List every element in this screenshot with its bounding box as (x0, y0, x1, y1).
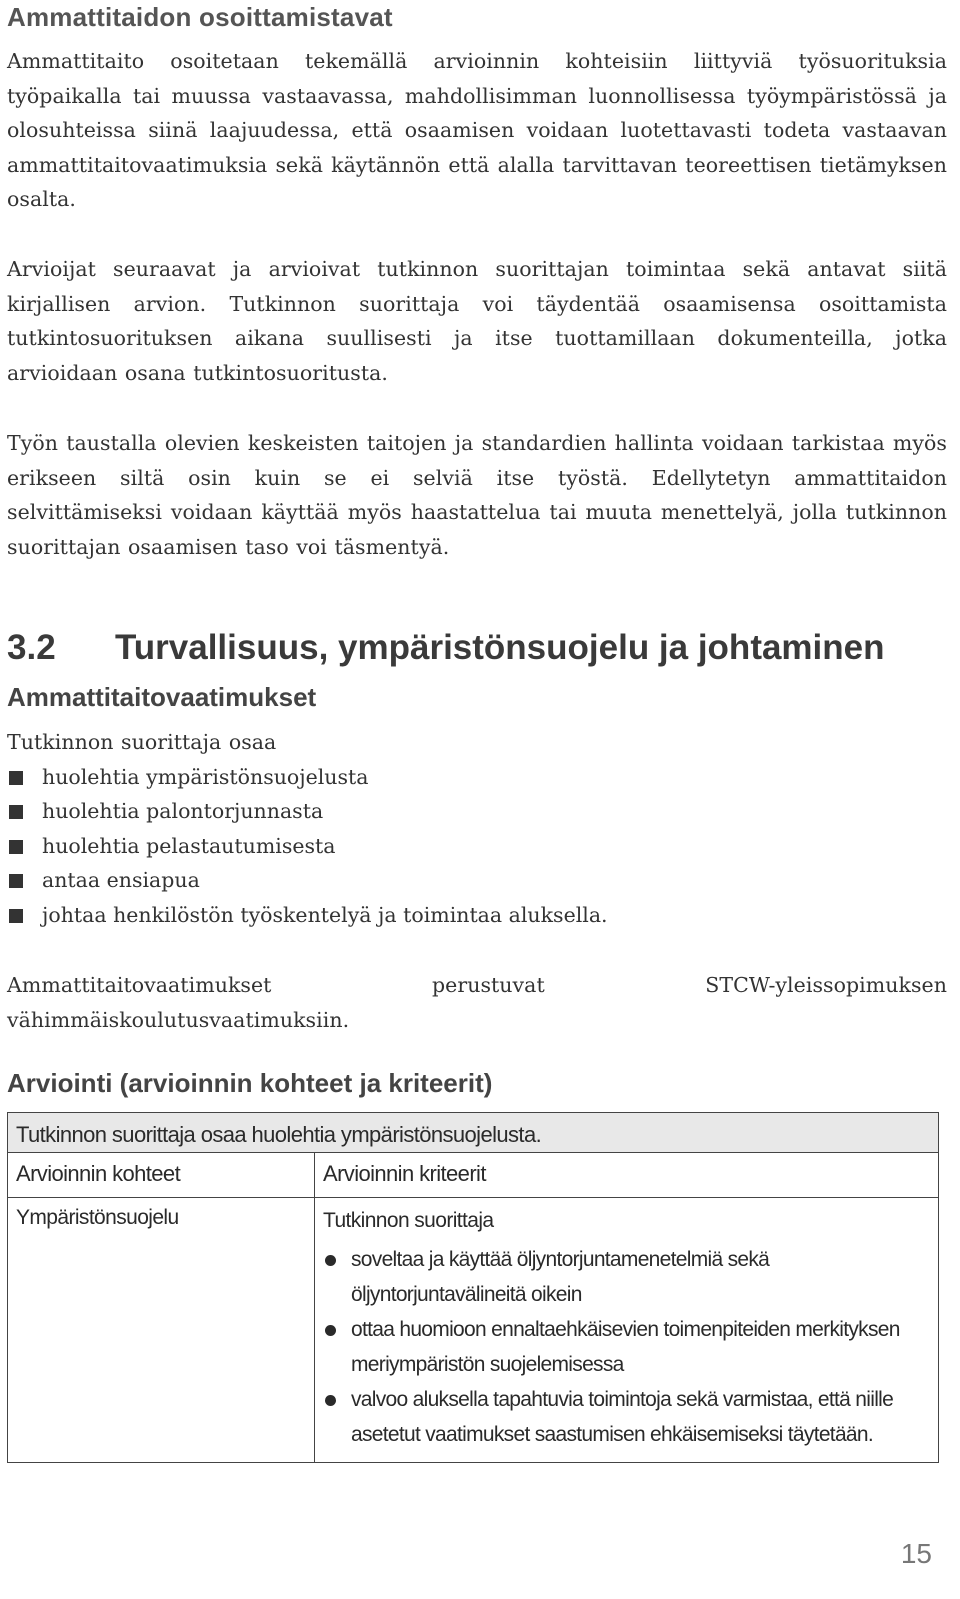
criteria-intro: Tutkinnon suorittaja (323, 1209, 494, 1232)
paragraph-2: Arvioijat seuraavat ja arvioivat tutkinnon suorittajan toimintaa sekä antavat siitä kirjallisen arvion. Tutkinnon suorittaja voi täydentää osaamisensa osoittamista tutkintosuorituksen aikana suullisesti ja itse tuottamillaan dokumenteilla, jotka arvioidaan osana tutkintosuoritusta. (7, 257, 947, 385)
list-item: huolehtia ympäristönsuojelusta (7, 760, 947, 795)
paragraph-1: Ammattitaito osoitetaan tekemällä arvioinnin kohteisiin liittyviä työsuorituksia työpaikalla tai muussa vastaavassa, mahdollisimman luonnollisessa työympäristössä ja olosuhteissa siinä laajuudessa, että osaamisen voidaan luotettavasti todeta vastaavan ammattitaitovaatimuksia sekä käytännön että alalla tarvittavan teoreettisen tietämyksen osalta. (7, 49, 947, 212)
requirements-block (7, 725, 947, 933)
table-cell-criteria (315, 1198, 939, 1463)
list-item: antaa ensiapua (7, 863, 947, 898)
column-header-targets: Arvioinnin kohteet (8, 1153, 315, 1198)
assessment-table (7, 1112, 939, 1463)
criteria-list (323, 1242, 930, 1452)
column-header-criteria: Arvioinnin kriteerit (315, 1153, 939, 1198)
chapter-number: 3.2 (7, 628, 56, 667)
assessment-heading: Arviointi (arvioinnin kohteet ja kriteerit) (7, 1068, 493, 1098)
square-bullet-icon (9, 840, 23, 854)
square-bullet-icon (9, 874, 23, 888)
chapter-heading (7, 628, 885, 668)
section-heading-demonstration-methods: Ammattitaidon osoittamistavat (7, 2, 393, 32)
round-bullet-icon (325, 1325, 336, 1336)
table-cell-target: Ympäristönsuojelu (8, 1198, 315, 1463)
round-bullet-icon (325, 1255, 336, 1266)
list-item: ottaa huomioon ennaltaehkäisevien toimenpiteiden merkityksen meriympäristön suojelemisessa (323, 1312, 930, 1382)
list-item: huolehtia pelastautumisesta (7, 829, 947, 864)
list-item: huolehtia palontorjunnasta (7, 794, 947, 829)
requirements-note: Ammattitaitovaatimukset perustuvat STCW-yleissopimuksen vähimmäiskoulutusvaatimuksiin. (7, 973, 947, 1032)
round-bullet-icon (325, 1395, 336, 1406)
list-item: johtaa henkilöstön työskentelyä ja toimintaa aluksella. (7, 898, 947, 933)
chapter-title: Turvallisuus, ympäristönsuojelu ja johtaminen (115, 628, 885, 667)
square-bullet-icon (9, 909, 23, 923)
square-bullet-icon (9, 771, 23, 785)
table-caption: Tutkinnon suorittaja osaa huolehtia ympäristönsuojelusta. (8, 1113, 939, 1153)
list-item: valvoo aluksella tapahtuvia toimintoja sekä varmistaa, että niille asetetut vaatimukset saastumisen ehkäisemiseksi täytetään. (323, 1382, 930, 1452)
paragraph-3: Työn taustalla olevien keskeisten taitojen ja standardien hallinta voidaan tarkistaa myös erikseen siltä osin kuin se ei selviä itse työstä. Edellytetyn ammattitaidon selvittämiseksi voidaan käyttää myös haastattelua tai muuta menettelyä, jolla tutkinnon suorittajan osaamisen taso voi täsmentyä. (7, 431, 947, 559)
square-bullet-icon (9, 805, 23, 819)
requirements-heading: Ammattitaitovaatimukset (7, 682, 317, 712)
page-number: 15 (900, 1538, 932, 1569)
requirements-intro: Tutkinnon suorittaja osaa (7, 730, 277, 754)
requirements-list (7, 760, 947, 933)
list-item: soveltaa ja käyttää öljyntorjuntamenetelmiä sekä öljyntorjuntavälineitä oikein (323, 1242, 930, 1312)
